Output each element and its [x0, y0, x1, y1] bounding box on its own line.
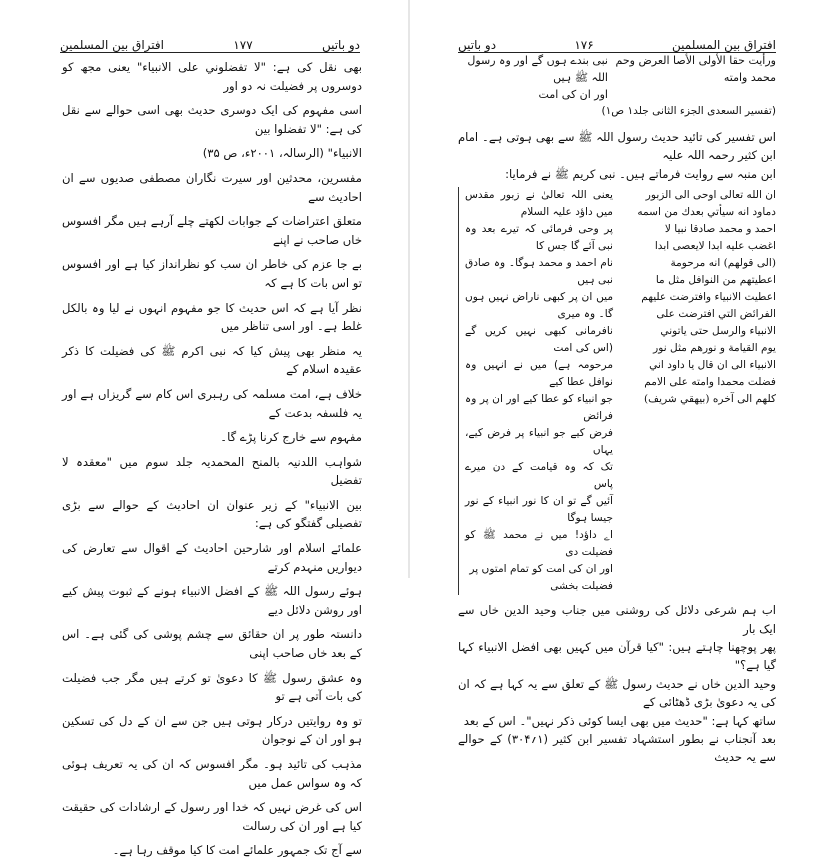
hadith-two-column	[458, 187, 776, 595]
closing-line: بعد آنجناب نے بطور استشہاد تفسیر ابن کثیر (۱؍۳۰۴) کے حوالے سے یہ حدیث	[458, 732, 776, 765]
arabic-line: اغضب عليه ابدا لايعصى ابدا	[654, 240, 776, 253]
right-header-title: افتراق بین المسلمین	[672, 38, 776, 52]
right-page	[414, 0, 819, 765]
left-header-title: افتراق بین المسلمین	[60, 38, 164, 52]
hadith-urdu-column	[458, 187, 613, 595]
left-line: بھی نقل کی ہے: "لا تفضلوني على الانبياء" یعنی مجھ کو دوسروں پر فضیلت نہ دو اور	[62, 60, 362, 93]
left-line: بے جا عزم کی خاطر ان سب کو نظرانداز کیا ہے اور افسوس تو اس بات کا ہے کہ	[62, 257, 362, 290]
arabic-line: يوم القيامة و نورهم مثل نور	[653, 342, 776, 355]
left-line: بین الانبیاء" کے زیر عنوان ان احادیث کے حوالے سے بڑی تفصیلی گفتگو کی ہے:	[62, 497, 362, 531]
left-line: الانبياء" (الرسالہ، ۲۰۰۱ء، ص ۳۵)	[202, 146, 362, 161]
urdu-line: یعنی اللہ تعالیٰ نے زبور مقدس میں داؤد علیہ السلام	[465, 189, 613, 219]
arabic-line: احمد و محمد صادقا نبيا لا	[664, 223, 776, 236]
urdu-line: فضیلت بخشی	[550, 580, 613, 593]
right-main-text	[458, 128, 776, 767]
top-arabic-line: محمد وامته	[723, 71, 776, 84]
top-urdu-translation	[458, 52, 608, 103]
closing-line: وحید الدین خاں نے حدیث رسول ﷺ کے تعلق سے یہ کہا ہے کہ ان کی یہ دعویٰ بڑی ڈھٹائی کے	[458, 676, 776, 710]
left-line: مفسرین، محدثین اور سیرت نگاران مصطفی صدیوں سے ان احادیث سے	[62, 170, 362, 204]
hadith-arabic-column	[621, 187, 776, 595]
urdu-line: جو انبیاء کو عطا کیے اور ان پر وہ فرائض	[465, 393, 613, 423]
top-arabic-quote	[614, 52, 776, 103]
right-page-header	[458, 30, 776, 53]
left-page	[0, 0, 405, 858]
urdu-line: اور ان کی امت کو تمام امتوں پر	[469, 563, 613, 576]
arabic-line: الفرائض التي افترضت على	[656, 308, 776, 321]
left-line: سے آج تک جمہور علمائے امت کا کیا موقف رہا ہے۔	[112, 843, 362, 858]
arabic-line: الانبياء الى ان قال يا داود اني	[649, 359, 776, 372]
left-line: مفہوم سے خارج کرنا پڑے گا۔	[220, 430, 362, 445]
top-urdu-line: اور ان کی امت	[538, 88, 608, 101]
top-urdu-line: نبی بندے ہوں گے اور وہ رسول اللہ ﷺ ہیں	[467, 54, 608, 84]
left-line: نظر آیا ہے کہ اس حدیث کا جو مفہوم انہوں نے لیا وہ بالکل غلط ہے۔ اور اسی تناظر میں	[62, 300, 362, 334]
top-arabic-line: ورأيت حقا الأولى الأصا العرض وحم	[615, 54, 776, 67]
closing-line: اب ہم شرعی دلائل کی روشنی میں جناب وحید الدین خاں سے ایک بار	[458, 603, 776, 636]
urdu-line: میں ان پر کبھی ناراض نہیں ہوں گا۔ وہ میری	[465, 291, 613, 321]
arabic-line: دماود انه سيأتي بعدك من اسمه	[637, 206, 776, 219]
urdu-line: فرض کیے جو انبیاء پر فرض کیے، یہاں	[465, 427, 613, 457]
left-line: تو وہ روایتیں درکار ہوتی ہیں جن سے ان کے دل کی تسکین ہو اور ان کے نوجوان	[62, 713, 362, 747]
left-line: خلاف ہے، امت مسلمہ کی رہبری اس کام سے گریزاں ہے اور یہ فلسفہ بدعت کے	[62, 386, 362, 420]
book-gutter	[408, 0, 410, 578]
arabic-line: ان الله تعالى اوحى الى الزبور	[645, 189, 776, 202]
arabic-line: اعطيتهم من النوافل مثل ما	[655, 274, 776, 287]
left-line: اسی مفہوم کی ایک دوسری حدیث بھی اسی حوالے سے نقل کی ہے: "لا تفضلوا بين	[62, 103, 362, 136]
arabic-line: (الى قولهم) انه مرحومة	[670, 257, 776, 270]
urdu-line: نام احمد و محمد ہوگا۔ وہ صادق نبی ہیں	[465, 257, 613, 287]
closing-line: ساتھ کہا ہے: "حدیث میں بھی ایسا کوئی ذکر نہیں"۔ اس کے بعد	[463, 713, 776, 728]
right-line: اس تفسیر کی تائید حدیث رسول اللہ ﷺ سے بھی ہوتی ہے۔ امام ابن کثیر رحمہ اللہ علیہ	[458, 130, 776, 163]
closing-line: پھر پوچھنا چاہتے ہیں: "کیا قرآن میں کہیں بھی افضل الانبیاء کہا گیا ہے؟"	[458, 640, 776, 673]
left-page-body	[62, 58, 362, 866]
right-header-page-number: ۱۷۶	[574, 38, 594, 52]
urdu-line: پر وحی فرمائی کہ تیرے بعد وہ نبی آئے گا جس کا	[465, 223, 613, 253]
right-top-block	[458, 52, 776, 120]
left-line: متعلق اعتراضات کے جوابات لکھتے چلے آرہے ہیں مگر افسوس خاں صاحب نے اپنے	[62, 214, 362, 247]
urdu-line: تک کہ وہ قیامت کے دن میرے پاس	[465, 461, 613, 491]
urdu-line: آئیں گے تو ان کا نور انبیاء کے نور جیسا ہوگا	[465, 495, 613, 525]
left-line: مذہب کی تائید ہو۔ مگر افسوس کہ ان کی یہ تعریف ہوئی کہ وہ سواس عمل میں	[62, 757, 362, 790]
left-line: اس کی غرض نہیں کہ خدا اور رسول کے ارشادات کی حقیقت کیا ہے اور ان کی رسالت	[62, 800, 362, 833]
right-line: ابن منبہ سے روایت فرماتے ہیں۔ نبی کریم ﷺ نے فرمایا:	[505, 166, 776, 181]
left-line: وہ عشق رسول ﷺ کا دعویٰ تو کرتے ہیں مگر جب فضیلت کی بات آتی ہے تو	[62, 670, 362, 704]
left-page-header	[60, 30, 360, 53]
urdu-line: نافرمانی کبھی نہیں کریں گے (اس کی امت	[465, 325, 613, 355]
left-line: یہ منظر بھی پیش کیا کہ نبی اکرم ﷺ کی فضیلت کا ذکر عقیدہ اسلام کے	[62, 343, 362, 377]
arabic-line: الانبياء والرسل حتى ياتوني	[660, 325, 776, 338]
left-header-section: دو باتیں	[321, 38, 360, 52]
urdu-line: اے داؤد! میں نے محمد ﷺ کو فضیلت دی	[465, 529, 613, 559]
urdu-line: مرحومہ ہے) میں نے انہیں وہ نوافل عطا کیے	[465, 359, 613, 389]
left-line: دانستہ طور پر ان حقائق سے چشم پوشی کی گئی ہے۔ اس کے بعد خاں صاحب اپنی	[62, 627, 362, 661]
right-header-section: دو باتیں	[458, 38, 497, 52]
arabic-line: اعطيت الانبياء وافترضت عليهم	[641, 291, 776, 304]
arabic-line: كلهم الى آخره (بيهقي شريف)	[644, 393, 776, 406]
left-line: علمائے اسلام اور شارحین احادیث کے اقوال سے تعارض کی دیواریں منہدم کرتے	[62, 541, 362, 574]
left-header-page-number: ۱۷۷	[233, 38, 253, 52]
arabic-line: فضلت محمدا وامته على الامم	[644, 376, 776, 389]
citation: (تفسیر السعدی الجزء الثانی جلد۱ ص۱)	[601, 105, 776, 117]
closing-paragraph	[458, 601, 776, 767]
left-line: ہوئے رسول اللہ ﷺ کے افضل الانبیاء ہونے کے ثبوت پیش کیے اور روشن دلائل دیے	[62, 584, 362, 617]
left-line: شواہب اللدنیہ بالمنح المحمدیہ جلد سوم میں "معقدہ لا تفضیل	[62, 454, 362, 488]
